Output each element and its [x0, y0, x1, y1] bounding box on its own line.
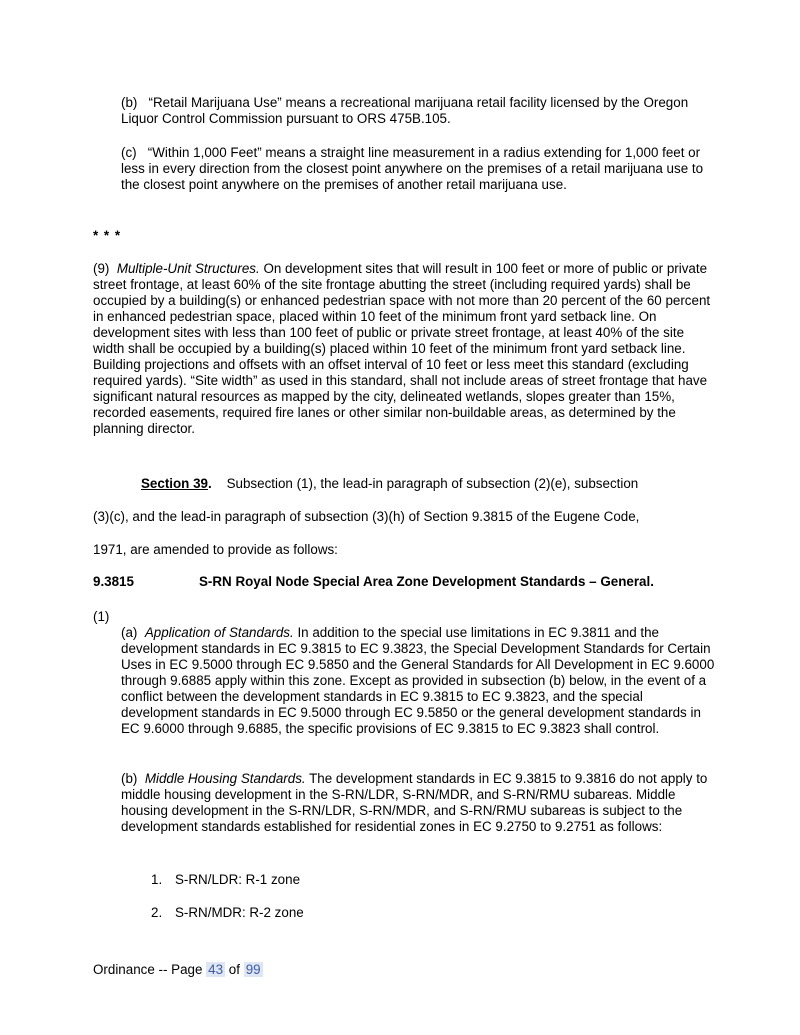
paragraph-label: (a) [121, 625, 138, 640]
paragraph-label: (b) [121, 771, 138, 786]
paragraph-title: Application of Standards. [144, 625, 294, 640]
list-number: 2. [151, 905, 163, 920]
footer-prefix: Ordinance -- Page [93, 962, 203, 977]
paragraph-label: (9) [93, 261, 110, 276]
paragraph-multiple-unit-structures [93, 261, 717, 437]
page-number-field: 43 [208, 962, 224, 977]
page-footer [93, 962, 263, 978]
total-pages-field: 99 [245, 962, 261, 977]
section-title: Section 39 [141, 476, 208, 491]
list-text: S-RN/MDR: R-2 zone [175, 905, 304, 920]
subsection-1-label: (1) [93, 609, 110, 624]
paragraph-text: “Within 1,000 Feet” means a straight line measurement in a radius extending for 1,000 feet or less in every direction from the closest point anywhere on the premises of a retail marijuana use to the closest point anywhere on the premises of another retail marijuana use. [121, 145, 704, 192]
omission-marker: * * * [93, 228, 122, 243]
heading-number: 9.3815 [93, 574, 134, 589]
section-39-line-3: 1971, are amended to provide as follows: [93, 542, 338, 557]
paragraph-title: Middle Housing Standards. [144, 771, 306, 786]
paragraph-text: In addition to the special use limitations in EC 9.3811 and the development standards in EC 9.3815 to EC 9.3823, the Special Development Standards for Certain Uses in EC 9.5000 through EC 9.5850 and the General Standards for All Development in EC 9.6000 through 9.6885 apply within this zone. Except as provided in subsection (b) below, in the event of a conflict between the development standards in EC 9.3815 to EC 9.3823, and the special development standards in EC 9.5000 through EC 9.5850 or the general development standards in EC 9.6000 through 9.6885, the specific provisions of EC 9.3815 to EC 9.3823 shall control. [121, 625, 715, 736]
paragraph-text: The development standards in EC 9.3815 to 9.3816 do not apply to middle housing development in the S-RN/LDR, S-RN/MDR, and S-RN/RMU subareas. Middle housing development in the S-RN/LDR, S-RN/MDR, and S-RN/RMU subareas is subject to the development standards established for residential zones in EC 9.2750 to 9.2751 as follows: [121, 771, 708, 834]
paragraph-title: Multiple-Unit Structures. [116, 261, 260, 276]
list-item [151, 872, 300, 888]
paragraph-text: On development sites that will result in 100 feet or more of public or private street frontage, at least 60% of the site frontage abutting the street (including required yards) shall be occupied by a building(s) or enhanced pedestrian space with not more than 20 percent of the 60 percent in enhanced pedestrian space, placed within 10 feet of the minimum front yard setback line. On development sites with less than 100 feet of public or private street frontage, at least 40% of the site width shall be occupied by a building(s) placed within 10 feet of the minimum front yard setback line. Building projections and offsets with an offset interval of 10 feet or less meet this standard (excluding required yards). “Site width” as used in this standard, shall not include areas of street frontage that have significant natural resources as mapped by the city, delineated wetlands, slopes greater than 15%, recorded easements, required fire lanes or other similar non-buildable areas, as determined by the planning director. [93, 261, 711, 436]
definition-retail-marijuana-use [121, 95, 721, 127]
paragraph-label: (c) [121, 145, 137, 160]
heading-title: S-RN Royal Node Special Area Zone Development Standards – General. [199, 574, 654, 589]
definition-within-1000-feet [121, 145, 721, 193]
section-39-line-2: (3)(c), and the lead-in paragraph of subsection (3)(h) of Section 9.3815 of the Eugene Code, [93, 509, 640, 524]
footer-of: of [228, 962, 240, 977]
code-section-heading [93, 574, 733, 590]
paragraph-text: “Retail Marijuana Use” means a recreational marijuana retail facility licensed by the Oregon Liquor Control Commission pursuant to ORS 475B.105. [121, 95, 689, 126]
paragraph-label: (b) [121, 95, 138, 110]
paragraph-application-of-standards [121, 625, 721, 737]
section-text: Subsection (1), the lead-in paragraph of subsection (2)(e), subsection [226, 476, 639, 491]
list-number: 1. [151, 872, 163, 887]
section-39-line-1: Section 39. Subsection (1), the lead-in paragraph of subsection (2)(e), subsection [141, 476, 639, 491]
list-item [151, 905, 304, 921]
list-text: S-RN/LDR: R-1 zone [175, 872, 301, 887]
paragraph-middle-housing-standards [121, 771, 721, 835]
